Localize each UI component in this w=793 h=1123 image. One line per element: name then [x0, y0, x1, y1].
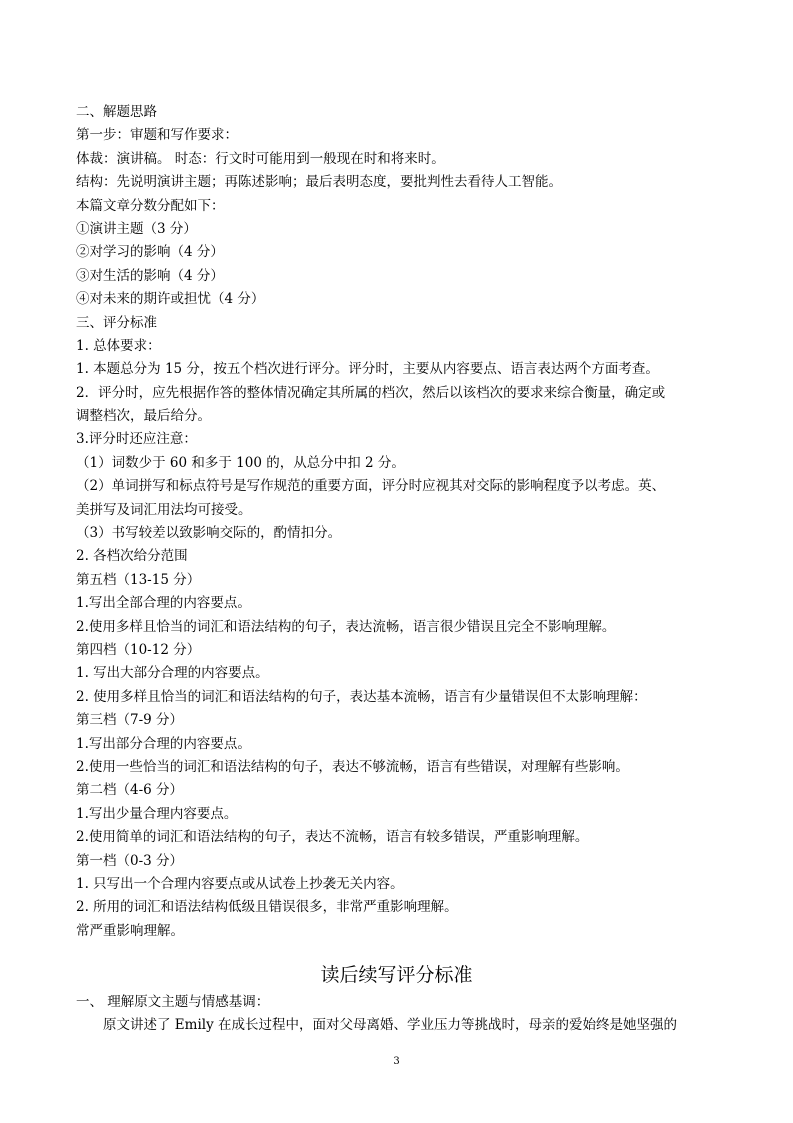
- text-line: 第四档（10-12 分）: [76, 641, 201, 658]
- text-line: ①演讲主题（3 分）: [76, 220, 197, 237]
- text-line: 1. 只写出一个合理内容要点或从试卷上抄袭无关内容。: [76, 875, 404, 892]
- text-line: （2）单词拼写和标点符号是写作规范的重要方面，评分时应视其对交际的影响程度予以考虑。英、: [76, 478, 666, 495]
- text-line: 本篇文章分数分配如下：: [76, 197, 225, 214]
- text-line: 2. 各档次给分范围: [76, 548, 188, 565]
- text-line: 2.使用多样且恰当的词汇和语法结构的句子，表达流畅，语言很少错误且完全不影响理解。: [76, 618, 616, 635]
- text-line: 1. 写出大部分合理的内容要点。: [76, 665, 269, 682]
- text-line: 第一档（0-3 分）: [76, 852, 184, 869]
- text-line: 二、解题思路: [76, 104, 157, 120]
- text-line: ③对生活的影响（4 分）: [76, 267, 224, 284]
- text-line: 三、评分标准: [76, 314, 157, 331]
- text-line: 3.评分时还应注意：: [76, 431, 197, 448]
- text-line: 美拼写及词汇用法均可接受。: [76, 501, 252, 518]
- continuation-writing-title: 读后续写评分标准: [320, 964, 473, 986]
- text-line: 1. 总体要求：: [76, 337, 161, 354]
- continuation-writing-section: [76, 991, 726, 1038]
- text-line: ②对学习的影响（4 分）: [76, 244, 224, 261]
- text-line: 2．评分时，应先根据作答的整体情况确定其所属的档次，然后以该档次的要求来综合衡量，确定或: [76, 384, 666, 401]
- text-line: 体裁：演讲稿。 时态：行文时可能用到一般现在时和将来时。: [76, 150, 445, 167]
- text-line: 结构：先说明演讲主题；再陈述影响；最后表明态度，要批判性去看待人工智能。: [76, 174, 562, 191]
- text-line: 常严重影响理解。: [76, 922, 184, 939]
- text-line: 第一步：审题和写作要求：: [76, 127, 238, 144]
- text-line: 原文讲述了 Emily 在成长过程中，面对父母离婚、学业压力等挑战时，母亲的爱始终是她坚强的: [103, 1017, 677, 1034]
- text-line: 2.使用简单的词汇和语法结构的句子，表达不流畅，语言有较多错误，严重影响理解。: [76, 829, 589, 846]
- text-line: 调整档次，最后给分。: [76, 408, 211, 425]
- text-line: （1）词数少于 60 和多于 100 的，从总分中扣 2 分。: [76, 454, 405, 471]
- text-line: ④对未来的期许或担忧（4 分）: [76, 291, 265, 308]
- text-line: 第二档（4-6 分）: [76, 782, 184, 799]
- text-line: 一、 理解原文主题与情感基调：: [76, 994, 270, 1010]
- text-line: 第三档（7-9 分）: [76, 712, 184, 729]
- text-line: 第五档（13-15 分）: [76, 571, 201, 588]
- text-line: 1.写出少量合理内容要点。: [76, 805, 238, 822]
- text-line: 1.写出全部合理的内容要点。: [76, 595, 251, 612]
- text-line: 2. 所用的词汇和语法结构低级且错误很多，非常严重影响理解。: [76, 899, 458, 916]
- scoring-guide-section: [76, 101, 726, 943]
- text-line: 2.使用一些恰当的词汇和语法结构的句子，表达不够流畅，语言有些错误，对理解有些影响。: [76, 758, 629, 775]
- text-line: 2. 使用多样且恰当的词汇和语法结构的句子，表达基本流畅，语言有少量错误但不太影响理解：: [76, 688, 647, 705]
- page-number: 3: [393, 1056, 400, 1067]
- text-line: 1.写出部分合理的内容要点。: [76, 735, 251, 752]
- text-line: 1. 本题总分为 15 分，按五个档次进行评分。评分时，主要从内容要点、语言表达两个方面考查。: [76, 361, 659, 378]
- text-line: （3）书写较差以致影响交际的，酌情扣分。: [76, 525, 342, 542]
